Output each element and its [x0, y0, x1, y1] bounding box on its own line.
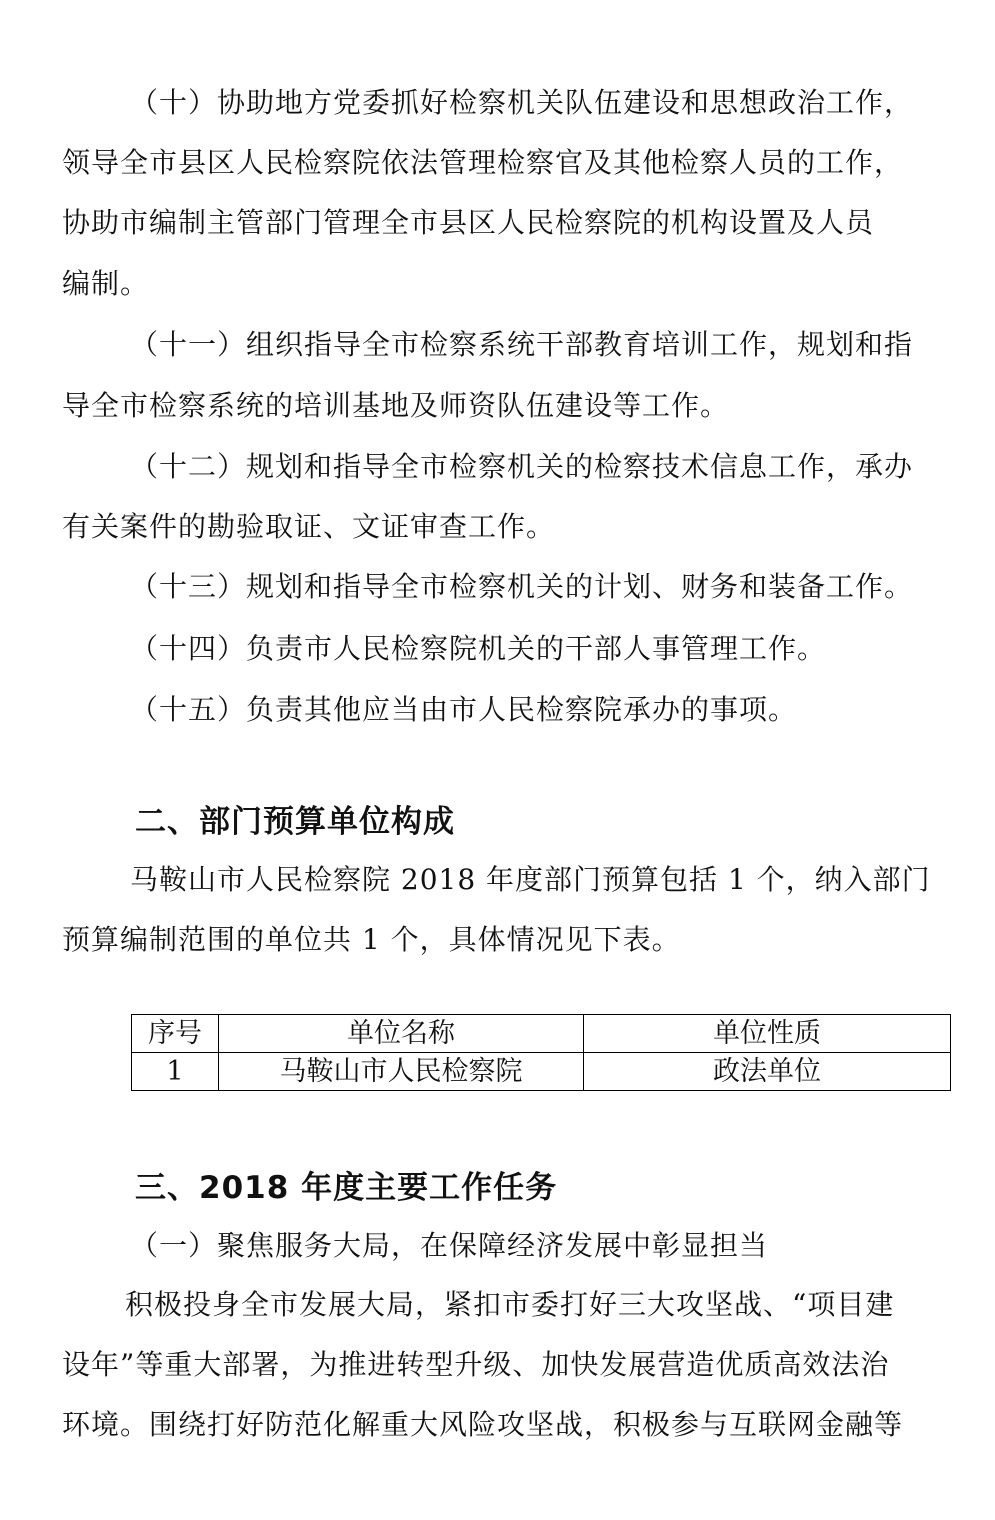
table-cell-unit-name: 马鞍山市人民检察院 — [219, 1053, 584, 1091]
table-header-index: 序号 — [132, 1015, 219, 1053]
table-header-row — [132, 1015, 951, 1053]
item-13: （十三）规划和指导全市检察机关的计划、财务和装备工作。 — [130, 570, 914, 603]
item-10-line-2: 领导全市县区人民检察院依法管理检察官及其他检察人员的工作， — [62, 146, 904, 179]
section-2-heading: 二、部门预算单位构成 — [135, 804, 455, 840]
item-14: （十四）负责市人民检察院机关的干部人事管理工作。 — [130, 632, 827, 665]
section-3-heading: 三、2018 年度主要工作任务 — [135, 1170, 558, 1206]
table-header-unit-type: 单位性质 — [584, 1015, 951, 1053]
table-cell-unit-type: 政法单位 — [584, 1053, 951, 1091]
item-15: （十五）负责其他应当由市人民检察院承办的事项。 — [130, 693, 798, 726]
section-3-subheading-1: （一）聚焦服务大局，在保障经济发展中彰显担当 — [130, 1229, 769, 1262]
section-2-paragraph-line-1: 马鞍山市人民检察院 2018 年度部门预算包括 1 个，纳入部门 — [130, 863, 931, 896]
item-10-line-4: 编制。 — [62, 267, 150, 300]
item-12-line-2: 有关案件的勘验取证、文证审查工作。 — [62, 510, 556, 543]
section-2-paragraph-line-2: 预算编制范围的单位共 1 个，具体情况见下表。 — [62, 923, 681, 956]
item-11-line-1: （十一）组织指导全市检察系统干部教育培训工作，规划和指 — [130, 328, 914, 361]
item-12-line-1: （十二）规划和指导全市检察机关的检察技术信息工作，承办 — [130, 450, 914, 483]
section-3-paragraph-line-1: 积极投身全市发展大局，紧扣市委打好三大攻坚战、“项目建 — [125, 1288, 895, 1321]
section-3-paragraph-line-3: 环境。围绕打好防范化解重大风险攻坚战，积极参与互联网金融等 — [62, 1408, 904, 1441]
budget-units-table — [131, 1014, 951, 1091]
table-row — [132, 1053, 951, 1091]
section-3-paragraph-line-2: 设年”等重大部署，为推进转型升级、加快发展营造优质高效法治 — [62, 1348, 890, 1381]
table-cell-index: 1 — [132, 1053, 219, 1091]
item-10-line-3: 协助市编制主管部门管理全市县区人民检察院的机构设置及人员 — [62, 206, 875, 239]
table-header-unit-name: 单位名称 — [219, 1015, 584, 1053]
item-11-line-2: 导全市检察系统的培训基地及师资队伍建设等工作。 — [62, 389, 730, 422]
item-10-line-1: （十）协助地方党委抓好检察机关队伍建设和思想政治工作， — [130, 86, 914, 119]
